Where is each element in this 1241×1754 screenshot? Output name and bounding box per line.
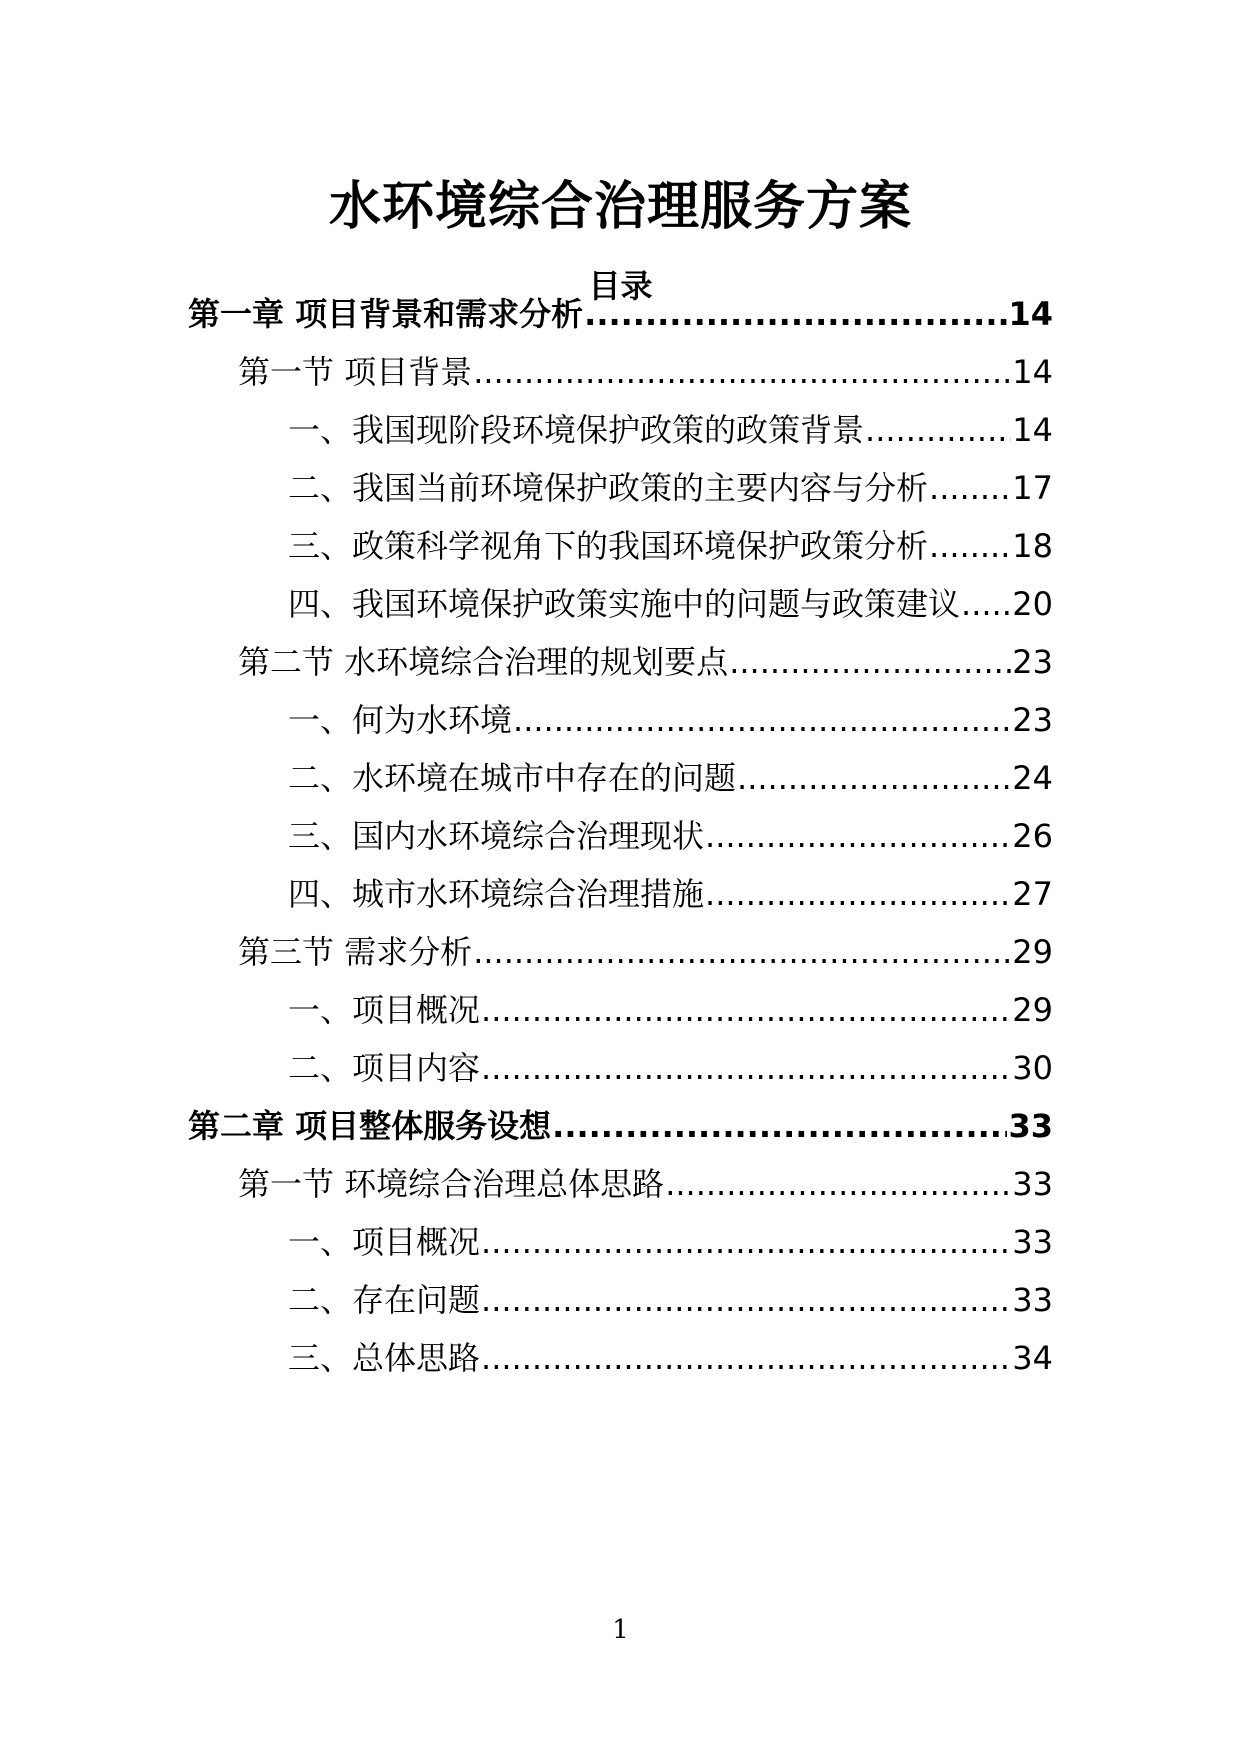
toc-entry-page: 26: [1012, 817, 1053, 855]
toc-entry-title: 第二节 水环境综合治理的规划要点: [238, 643, 729, 681]
toc-entry-page: 33: [1012, 1223, 1053, 1261]
toc-entry-title: 第一章 项目背景和需求分析: [188, 295, 584, 333]
toc-entry-page: 14: [1012, 411, 1053, 449]
toc-subsection-entry[interactable]: [288, 1330, 1053, 1386]
toc-entry-page: 34: [1012, 1339, 1053, 1377]
toc-entry-title: 第三节 需求分析: [238, 933, 473, 971]
toc-entry-page: 18: [1012, 527, 1053, 565]
toc-entry-title: 一、项目概况: [288, 1223, 481, 1261]
toc-entry-title: 二、存在问题: [288, 1281, 481, 1319]
toc-dot-leader: [513, 692, 1011, 748]
toc-chapter-entry[interactable]: [188, 286, 1053, 342]
toc-dot-leader: [481, 1330, 1011, 1386]
toc-section-entry[interactable]: [238, 924, 1053, 980]
toc-entry-page: 14: [1008, 295, 1053, 333]
toc-dot-leader: [705, 808, 1011, 864]
toc-dot-leader: [481, 1272, 1011, 1328]
toc-subsection-entry[interactable]: [288, 1272, 1053, 1328]
toc-subsection-entry[interactable]: [288, 692, 1053, 748]
toc-entry-page: 17: [1012, 469, 1053, 507]
toc-entry-title: 一、何为水环境: [288, 701, 513, 739]
document-title: 水环境综合治理服务方案: [328, 177, 912, 237]
toc-dot-leader: [665, 1156, 1011, 1212]
toc-dot-leader: [552, 1098, 1007, 1154]
toc-subsection-entry[interactable]: [288, 518, 1053, 574]
toc-dot-leader: [729, 634, 1011, 690]
toc-entry-title: 三、政策科学视角下的我国环境保护政策分析: [288, 527, 929, 565]
toc-entry-page: 29: [1012, 991, 1053, 1029]
toc-subsection-entry[interactable]: [288, 866, 1053, 922]
toc-dot-leader: [473, 344, 1011, 400]
toc-entry-page: 33: [1012, 1165, 1053, 1203]
toc-section-entry[interactable]: [238, 344, 1053, 400]
toc-subsection-entry[interactable]: [288, 576, 1053, 632]
toc-entry-title: 三、总体思路: [288, 1339, 481, 1377]
toc-section-entry[interactable]: [238, 634, 1053, 690]
toc-subsection-entry[interactable]: [288, 1214, 1053, 1270]
toc-entry-title: 二、我国当前环境保护政策的主要内容与分析: [288, 469, 929, 507]
page-number: 1: [612, 1615, 629, 1645]
toc-entry-page: 29: [1012, 933, 1053, 971]
toc-section-entry[interactable]: [238, 1156, 1053, 1212]
toc-dot-leader: [705, 866, 1011, 922]
toc-entry-title: 二、水环境在城市中存在的问题: [288, 759, 737, 797]
toc-subsection-entry[interactable]: [288, 460, 1053, 516]
toc-dot-leader: [961, 576, 1011, 632]
toc-dot-leader: [481, 1214, 1011, 1270]
toc-subsection-entry[interactable]: [288, 1040, 1053, 1096]
toc-entry-title: 第二章 项目整体服务设想: [188, 1107, 552, 1145]
toc-dot-leader: [481, 1040, 1011, 1096]
toc-chapter-entry[interactable]: [188, 1098, 1053, 1154]
toc-entry-title: 一、项目概况: [288, 991, 481, 1029]
toc-dot-leader: [865, 402, 1011, 458]
toc-entry-page: 20: [1012, 585, 1053, 623]
toc-entry-page: 23: [1012, 701, 1053, 739]
toc-dot-leader: [929, 460, 1011, 516]
toc-entry-title: 二、项目内容: [288, 1049, 481, 1087]
toc-entry-title: 第一节 项目背景: [238, 353, 473, 391]
toc-entry-page: 14: [1012, 353, 1053, 391]
toc-entry-title: 第一节 环境综合治理总体思路: [238, 1165, 665, 1203]
toc-entry-page: 24: [1012, 759, 1053, 797]
toc-dot-leader: [473, 924, 1011, 980]
toc-subsection-entry[interactable]: [288, 982, 1053, 1038]
toc-dot-leader: [584, 286, 1007, 342]
toc-subsection-entry[interactable]: [288, 808, 1053, 864]
toc-entry-page: 33: [1012, 1281, 1053, 1319]
toc-subsection-entry[interactable]: [288, 402, 1053, 458]
toc-entry-title: 四、我国环境保护政策实施中的问题与政策建议: [288, 585, 961, 623]
toc-entry-page: 27: [1012, 875, 1053, 913]
toc-heading: 目录: [588, 267, 653, 305]
toc-dot-leader: [737, 750, 1011, 806]
toc-entry-title: 四、城市水环境综合治理措施: [288, 875, 705, 913]
toc-entry-title: 三、国内水环境综合治理现状: [288, 817, 705, 855]
toc-dot-leader: [929, 518, 1011, 574]
toc-entry-page: 23: [1012, 643, 1053, 681]
toc-dot-leader: [481, 982, 1011, 1038]
toc-entry-title: 一、我国现阶段环境保护政策的政策背景: [288, 411, 865, 449]
toc-entry-page: 33: [1008, 1107, 1053, 1145]
toc-entry-page: 30: [1012, 1049, 1053, 1087]
toc-subsection-entry[interactable]: [288, 750, 1053, 806]
